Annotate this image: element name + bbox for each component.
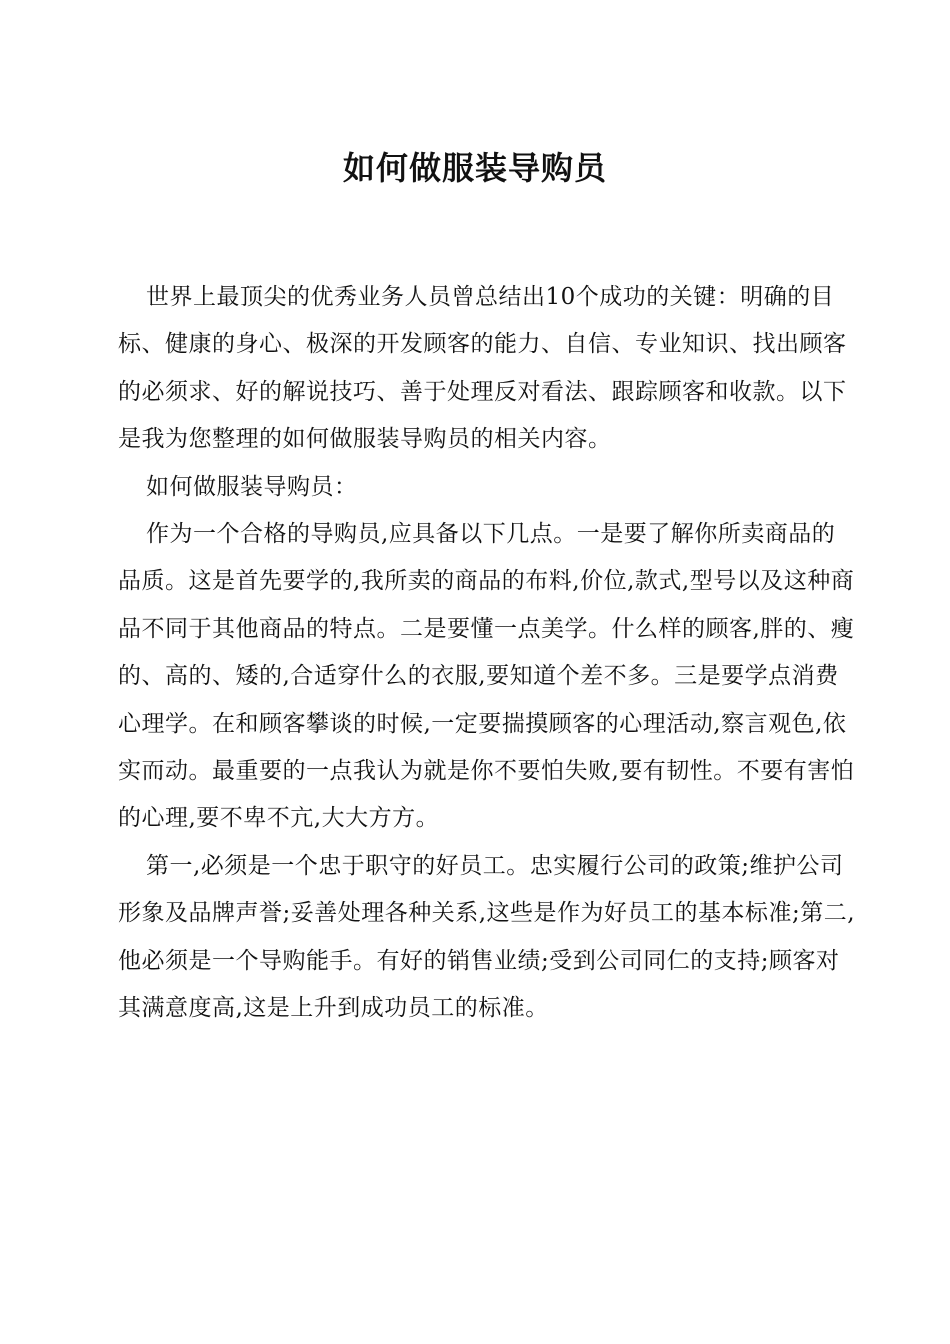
paragraph-heading: 如何做服装导购员： [146,473,358,500]
paragraph-standards: 第一,必须是一个忠于职守的好员工。忠实履行公司的政策;维护公司形象及品牌声誉;妥善处理各种关系,这些是作为好员工的基本标准;第二,他必须是一个导购能手。有好的销售业绩;受到公司同仁的支持;顾客对其满意度高,这是上升到成功员工的标准。 [118,852,856,1022]
paragraph-qualities: 作为一个合格的导购员,应具备以下几点。一是要了解你所卖商品的品质。这是首先要学的,我所卖的商品的布料,价位,款式,型号以及这种商品不同于其他商品的特点。二是要懂一点美学。什么样的顾客,胖的、瘦的、高的、矮的,合适穿什么的衣服,要知道个差不多。三是要学点消费心理学。在和顾客攀谈的时候,一定要揣摸顾客的心理活动,察言观色,依实而动。最重要的一点我认为就是你不要怕失败,要有韧性。不要有害怕的心理,要不卑不亢,大大方方。 [118,521,855,832]
document-body [118,274,858,1033]
document-title: 如何做服装导购员 [342,149,607,187]
paragraph-intro: 世界上最顶尖的优秀业务人员曾总结出10个成功的关键：明确的目标、健康的身心、极深的开发顾客的能力、自信、专业知识、找出顾客的必须求、好的解说技巧、善于处理反对看法、跟踪顾客和收款。以下是我为您整理的如何做服装导购员的相关内容。 [118,284,847,453]
